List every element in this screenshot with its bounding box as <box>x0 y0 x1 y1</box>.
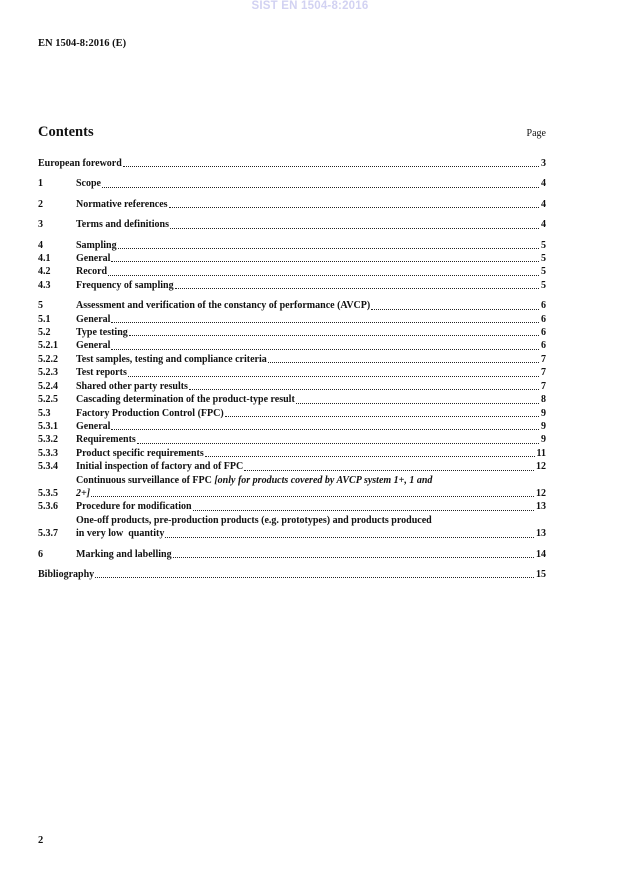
toc-page: 6 <box>541 300 546 312</box>
toc-title: Assessment and verification of the constancy of performance (AVCP) <box>76 300 371 312</box>
toc-leader <box>371 309 539 310</box>
toc-page: 12 <box>536 487 546 499</box>
toc-leader <box>165 537 534 538</box>
toc-page: 5 <box>541 266 546 278</box>
toc-title-continued: in very low quantity <box>76 528 165 540</box>
toc-page: 7 <box>541 353 546 365</box>
toc-leader <box>137 443 539 444</box>
toc-title: One-off products, pre-production products (e.g. prototypes) and products produced <box>76 514 432 526</box>
toc-entry-foreword[interactable] <box>38 157 546 170</box>
toc-title: Marking and labelling <box>76 548 172 560</box>
toc-entry-5-3-6[interactable] <box>38 500 546 513</box>
toc-leader <box>268 362 539 363</box>
toc-title: Scope <box>76 178 101 190</box>
toc-entry-5-3[interactable] <box>38 407 546 420</box>
toc-page: 4 <box>541 178 546 190</box>
toc-number: 5.2.3 <box>38 367 58 379</box>
toc-page: 5 <box>541 239 546 251</box>
toc-title: General <box>76 420 111 432</box>
toc-leader <box>175 288 539 289</box>
toc-title: Test samples, testing and compliance criteria <box>76 353 267 365</box>
toc-entry-1[interactable] <box>38 177 546 190</box>
document-id: EN 1504-8:2016 (E) <box>38 38 127 49</box>
toc-title: Cascading determination of the product-type result <box>76 394 295 406</box>
toc-number: 4.3 <box>38 279 51 291</box>
toc-entry-bibliography[interactable] <box>38 568 546 581</box>
toc-page: 4 <box>541 219 546 231</box>
toc-leader <box>169 207 539 208</box>
toc-title: Frequency of sampling <box>76 279 174 291</box>
toc-entry-4-1[interactable] <box>38 252 546 265</box>
toc-entry-5-2-4[interactable] <box>38 380 546 393</box>
toc-number: 2 <box>38 198 43 210</box>
toc-leader <box>244 470 534 471</box>
toc-entry-2[interactable] <box>38 198 546 211</box>
toc-leader <box>225 416 539 417</box>
toc-number: 5.3.1 <box>38 420 58 432</box>
toc-title: Shared other party results <box>76 380 188 392</box>
toc-entry-5-2-2[interactable] <box>38 353 546 366</box>
toc-page: 11 <box>536 447 546 459</box>
toc-leader <box>189 389 539 390</box>
toc-number: 5.2.1 <box>38 340 58 352</box>
toc-page: 6 <box>541 327 546 339</box>
toc-entry-5-2[interactable] <box>38 326 546 339</box>
toc-number: 5.2 <box>38 327 51 339</box>
toc-page: 13 <box>536 501 546 513</box>
toc-leader <box>296 403 539 404</box>
toc-number: 5.3.7 <box>38 528 58 540</box>
toc-entry-5-2-5[interactable] <box>38 393 546 406</box>
toc-entry-5-2-3[interactable] <box>38 366 546 379</box>
toc-number: 5 <box>38 300 43 312</box>
toc-entry-5[interactable] <box>38 299 546 312</box>
toc-title: Bibliography <box>38 568 95 580</box>
toc-title: Procedure for modification <box>76 501 192 513</box>
toc-entry-5-3-1[interactable] <box>38 420 546 433</box>
toc-title: Continuous surveillance of FPC <box>76 474 215 486</box>
toc-leader <box>102 187 539 188</box>
toc-leader <box>95 577 534 578</box>
toc-number: 1 <box>38 178 43 190</box>
toc-entry-5-3-7[interactable] <box>38 514 546 541</box>
toc-entry-4-2[interactable] <box>38 265 546 278</box>
toc-leader <box>108 275 539 276</box>
contents-title: Contents <box>38 124 94 140</box>
toc-entry-5-2-1[interactable] <box>38 339 546 352</box>
toc-entry-6[interactable] <box>38 548 546 561</box>
toc-number: 3 <box>38 219 43 231</box>
toc-entry-5-3-5[interactable] <box>38 474 546 501</box>
toc-title: Test reports <box>76 367 127 379</box>
toc-title: Sampling <box>76 239 117 251</box>
toc-title: General <box>76 340 111 352</box>
toc-page: 15 <box>536 568 546 580</box>
toc-title-italic: [only for products covered by AVCP system 1+, 1 and <box>214 474 433 486</box>
toc-title: General <box>76 253 111 265</box>
toc-leader <box>129 335 539 336</box>
toc-leader <box>205 456 535 457</box>
toc-page: 5 <box>541 279 546 291</box>
toc-leader <box>91 496 534 497</box>
toc-title: Factory Production Control (FPC) <box>76 407 224 419</box>
toc-number: 5.1 <box>38 313 51 325</box>
toc-leader <box>118 248 539 249</box>
toc-leader <box>173 557 534 558</box>
toc-entry-4-3[interactable] <box>38 279 546 292</box>
toc-entry-4[interactable] <box>38 239 546 252</box>
toc-leader <box>111 322 539 323</box>
toc-title: Record <box>76 266 108 278</box>
watermark-text: SIST EN 1504-8:2016 <box>251 0 369 12</box>
toc-entry-5-3-2[interactable] <box>38 433 546 446</box>
toc-entry-5-3-4[interactable] <box>38 460 546 473</box>
toc-page: 3 <box>541 158 546 169</box>
toc-number: 5.3.3 <box>38 447 58 459</box>
table-of-contents <box>38 157 546 581</box>
toc-leader <box>111 429 539 430</box>
toc-page: 9 <box>541 407 546 419</box>
toc-entry-3[interactable] <box>38 218 546 231</box>
toc-page: 13 <box>536 528 546 540</box>
toc-leader <box>193 510 534 511</box>
toc-page: 12 <box>536 461 546 473</box>
toc-number: 5.2.4 <box>38 380 58 392</box>
toc-leader <box>128 376 539 377</box>
toc-page: 14 <box>536 548 546 560</box>
toc-leader <box>123 166 539 167</box>
toc-title: Terms and definitions <box>76 219 169 231</box>
toc-page: 9 <box>541 434 546 446</box>
page-number: 2 <box>38 835 44 846</box>
toc-title: Normative references <box>76 198 168 210</box>
toc-number: 5.3.4 <box>38 461 58 473</box>
toc-number: 4.1 <box>38 253 51 265</box>
toc-page: 6 <box>541 313 546 325</box>
toc-number: 5.2.2 <box>38 353 58 365</box>
toc-title: Product specific requirements <box>76 447 204 459</box>
toc-number: 5.3.6 <box>38 501 58 513</box>
toc-leader <box>111 349 539 350</box>
page-column-label: Page <box>526 128 546 139</box>
toc-number: 5.2.5 <box>38 394 58 406</box>
toc-title: Requirements <box>76 434 136 446</box>
toc-page: 4 <box>541 198 546 210</box>
toc-title-continued: 2+] <box>76 487 91 499</box>
toc-title: Type testing <box>76 327 128 339</box>
toc-title: European foreword <box>38 158 122 169</box>
toc-title: General <box>76 313 111 325</box>
toc-leader <box>111 261 539 262</box>
toc-page: 7 <box>541 380 546 392</box>
toc-page: 5 <box>541 253 546 265</box>
toc-number: 4 <box>38 239 43 251</box>
toc-number: 4.2 <box>38 266 51 278</box>
toc-title: Initial inspection of factory and of FPC <box>76 461 244 473</box>
toc-page: 6 <box>541 340 546 352</box>
toc-page: 7 <box>541 367 546 379</box>
toc-page: 9 <box>541 420 546 432</box>
toc-number: 6 <box>38 548 43 560</box>
toc-entry-5-3-3[interactable] <box>38 447 546 460</box>
toc-number: 5.3.2 <box>38 434 58 446</box>
toc-entry-5-1[interactable] <box>38 313 546 326</box>
toc-number: 5.3.5 <box>38 487 58 499</box>
toc-page: 8 <box>541 394 546 406</box>
toc-leader <box>170 228 539 229</box>
toc-number: 5.3 <box>38 407 51 419</box>
